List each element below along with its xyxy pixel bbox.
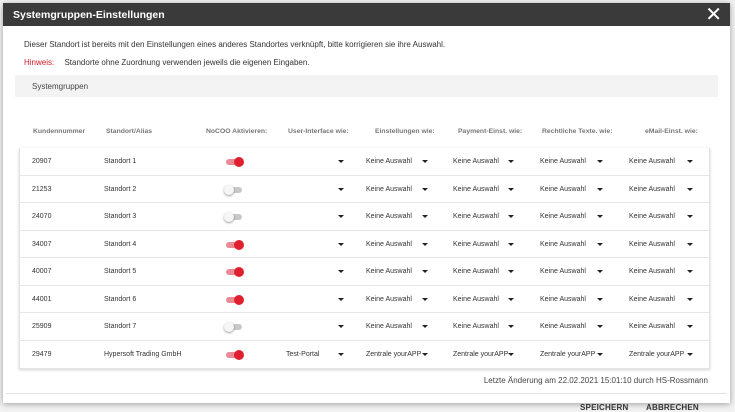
kundennummer-cell: 20907 bbox=[32, 158, 52, 165]
select-value: Zentrale yourAPP bbox=[629, 350, 685, 358]
systemgruppen-table bbox=[19, 148, 710, 369]
nocoo-toggle[interactable] bbox=[224, 212, 244, 222]
hint bbox=[24, 58, 718, 67]
table-header bbox=[3, 128, 730, 142]
select-value: Keine Auswahl bbox=[629, 268, 675, 275]
caret-down-icon[interactable] bbox=[508, 298, 514, 301]
table-row bbox=[20, 313, 709, 341]
kundennummer-cell: 25909 bbox=[32, 323, 52, 330]
standort-cell: Standort 5 bbox=[104, 268, 137, 275]
table-row bbox=[20, 148, 709, 176]
dialog-titlebar bbox=[3, 3, 730, 26]
nocoo-toggle[interactable] bbox=[224, 267, 244, 277]
nocoo-toggle[interactable] bbox=[224, 157, 244, 167]
standort-cell: Standort 6 bbox=[104, 295, 137, 303]
col-kundennummer: Kundennummer bbox=[33, 128, 86, 135]
nocoo-toggle[interactable] bbox=[224, 322, 244, 332]
select-value: Keine Auswahl bbox=[540, 185, 586, 193]
save-button[interactable]: SPEICHERN bbox=[580, 403, 629, 412]
select-value: Test-Portal bbox=[286, 350, 320, 358]
settings-dialog bbox=[3, 3, 730, 412]
caret-down-icon[interactable] bbox=[338, 353, 344, 356]
select-value: Keine Auswahl bbox=[540, 213, 586, 220]
caret-down-icon[interactable] bbox=[338, 298, 344, 301]
select-value: Keine Auswahl bbox=[540, 240, 586, 248]
group-header bbox=[15, 75, 718, 97]
caret-down-icon[interactable] bbox=[597, 270, 603, 273]
toggle-knob bbox=[234, 240, 244, 250]
caret-down-icon[interactable] bbox=[597, 160, 603, 163]
select-value: Keine Auswahl bbox=[453, 158, 499, 165]
select-value: Keine Auswahl bbox=[540, 268, 586, 275]
caret-down-icon[interactable] bbox=[422, 215, 428, 218]
select-value: Keine Auswahl bbox=[453, 213, 499, 220]
toggle-knob bbox=[234, 350, 244, 360]
standort-cell: Hypersoft Trading GmbH bbox=[104, 350, 182, 358]
table-row bbox=[20, 231, 709, 259]
select-value: Keine Auswahl bbox=[366, 185, 412, 193]
table-row bbox=[20, 203, 709, 231]
table-row bbox=[20, 176, 709, 204]
kundennummer-cell: 29479 bbox=[32, 350, 52, 358]
select-value: Keine Auswahl bbox=[453, 323, 499, 330]
select-value: Keine Auswahl bbox=[453, 185, 499, 193]
caret-down-icon[interactable] bbox=[597, 298, 603, 301]
caret-down-icon[interactable] bbox=[687, 243, 693, 246]
select-value: Keine Auswahl bbox=[629, 323, 675, 330]
caret-down-icon[interactable] bbox=[687, 270, 693, 273]
caret-down-icon[interactable] bbox=[422, 188, 428, 191]
toggle-knob bbox=[234, 157, 244, 167]
kundennummer-cell: 40007 bbox=[32, 268, 52, 275]
kundennummer-cell: 21253 bbox=[32, 185, 52, 193]
caret-down-icon[interactable] bbox=[597, 215, 603, 218]
caret-down-icon[interactable] bbox=[597, 188, 603, 191]
col-rechtliche: Rechtliche Texte. wie: bbox=[542, 128, 613, 135]
toggle-knob bbox=[224, 185, 234, 195]
nocoo-toggle[interactable] bbox=[224, 240, 244, 250]
select-value: Keine Auswahl bbox=[540, 295, 586, 303]
select-value: Zentrale yourAPP bbox=[366, 350, 422, 358]
select-value: Keine Auswahl bbox=[453, 295, 499, 303]
col-nocoo: NoCOO Aktivieren: bbox=[206, 128, 268, 135]
nocoo-toggle[interactable] bbox=[224, 295, 244, 305]
kundennummer-cell: 44001 bbox=[32, 295, 52, 303]
caret-down-icon[interactable] bbox=[422, 270, 428, 273]
col-user-interface: User-Interface wie: bbox=[288, 128, 349, 135]
caret-down-icon[interactable] bbox=[422, 325, 428, 328]
caret-down-icon[interactable] bbox=[338, 270, 344, 273]
toggle-knob bbox=[224, 212, 234, 222]
caret-down-icon[interactable] bbox=[508, 188, 514, 191]
caret-down-icon[interactable] bbox=[338, 325, 344, 328]
caret-down-icon[interactable] bbox=[687, 188, 693, 191]
caret-down-icon[interactable] bbox=[508, 243, 514, 246]
col-standort: Standort/Alias bbox=[106, 128, 153, 135]
nocoo-toggle[interactable] bbox=[224, 185, 244, 195]
nocoo-toggle[interactable] bbox=[224, 350, 244, 360]
caret-down-icon[interactable] bbox=[687, 353, 693, 356]
standort-cell: Standort 4 bbox=[104, 240, 137, 248]
kundennummer-cell: 34007 bbox=[32, 240, 52, 248]
caret-down-icon[interactable] bbox=[338, 160, 344, 163]
select-value: Keine Auswahl bbox=[629, 158, 675, 165]
select-value: Keine Auswahl bbox=[366, 295, 412, 303]
select-value: Keine Auswahl bbox=[629, 240, 675, 248]
standort-cell: Standort 1 bbox=[104, 158, 137, 165]
caret-down-icon[interactable] bbox=[338, 188, 344, 191]
select-value: Keine Auswahl bbox=[540, 158, 586, 165]
select-value: Keine Auswahl bbox=[629, 213, 675, 220]
caret-down-icon[interactable] bbox=[338, 243, 344, 246]
select-value: Keine Auswahl bbox=[629, 295, 675, 303]
caret-down-icon[interactable] bbox=[687, 160, 693, 163]
caret-down-icon[interactable] bbox=[422, 243, 428, 246]
caret-down-icon[interactable] bbox=[597, 325, 603, 328]
toggle-knob bbox=[234, 267, 244, 277]
select-value: Keine Auswahl bbox=[366, 268, 412, 275]
last-change-text: Letzte Änderung am 22.02.2021 15:01:10 durch HS-Rossmann bbox=[483, 376, 708, 385]
caret-down-icon[interactable] bbox=[687, 215, 693, 218]
caret-down-icon[interactable] bbox=[508, 270, 514, 273]
caret-down-icon[interactable] bbox=[597, 353, 603, 356]
dialog-title: Systemgruppen-Einstellungen bbox=[13, 8, 165, 21]
dialog-content bbox=[3, 26, 730, 412]
table-row bbox=[20, 258, 709, 286]
caret-down-icon[interactable] bbox=[687, 298, 693, 301]
select-value: Keine Auswahl bbox=[366, 158, 412, 165]
col-einstellungen: Einstellungen wie: bbox=[375, 128, 435, 135]
caret-down-icon[interactable] bbox=[422, 353, 428, 356]
caret-down-icon[interactable] bbox=[422, 298, 428, 301]
col-email: eMail-Einst. wie: bbox=[645, 128, 698, 135]
standort-cell: Standort 2 bbox=[104, 185, 137, 193]
caret-down-icon[interactable] bbox=[422, 160, 428, 163]
table-row bbox=[20, 341, 709, 369]
select-value: Keine Auswahl bbox=[453, 240, 499, 248]
group-title: Systemgruppen bbox=[32, 82, 89, 91]
kundennummer-cell: 24070 bbox=[32, 213, 52, 220]
caret-down-icon[interactable] bbox=[597, 243, 603, 246]
caret-down-icon[interactable] bbox=[508, 353, 514, 356]
caret-down-icon[interactable] bbox=[508, 215, 514, 218]
table-row bbox=[20, 286, 709, 314]
toggle-knob bbox=[234, 295, 244, 305]
close-icon[interactable]: ✕ bbox=[705, 3, 722, 26]
hint-label: Hinweis: bbox=[24, 58, 55, 67]
toggle-knob bbox=[224, 322, 234, 332]
standort-cell: Standort 7 bbox=[104, 323, 137, 330]
cancel-button[interactable]: ABBRECHEN bbox=[646, 403, 699, 412]
select-value: Keine Auswahl bbox=[366, 213, 412, 220]
footer-divider bbox=[6, 393, 727, 394]
col-payment: Payment-Einst. wie: bbox=[458, 128, 523, 135]
select-value: Keine Auswahl bbox=[366, 240, 412, 248]
select-value: Keine Auswahl bbox=[366, 323, 412, 330]
select-value: Keine Auswahl bbox=[540, 323, 586, 330]
caret-down-icon[interactable] bbox=[508, 325, 514, 328]
caret-down-icon[interactable] bbox=[687, 325, 693, 328]
info-text: Dieser Standort ist bereits mit den Einstellungen eines anderes Standortes verknüpft, bitte korrigieren sie ihre Auswahl. bbox=[24, 40, 446, 49]
hint-text: Standorte ohne Zuordnung verwenden jeweils die eigenen Eingaben. bbox=[64, 58, 310, 67]
caret-down-icon[interactable] bbox=[508, 160, 514, 163]
select-value: Keine Auswahl bbox=[453, 268, 499, 275]
standort-cell: Standort 3 bbox=[104, 213, 137, 220]
caret-down-icon[interactable] bbox=[338, 215, 344, 218]
select-value: Zentrale yourAPP bbox=[540, 350, 596, 358]
select-value: Keine Auswahl bbox=[629, 185, 675, 193]
select-value: Zentrale yourAPP bbox=[453, 350, 509, 358]
